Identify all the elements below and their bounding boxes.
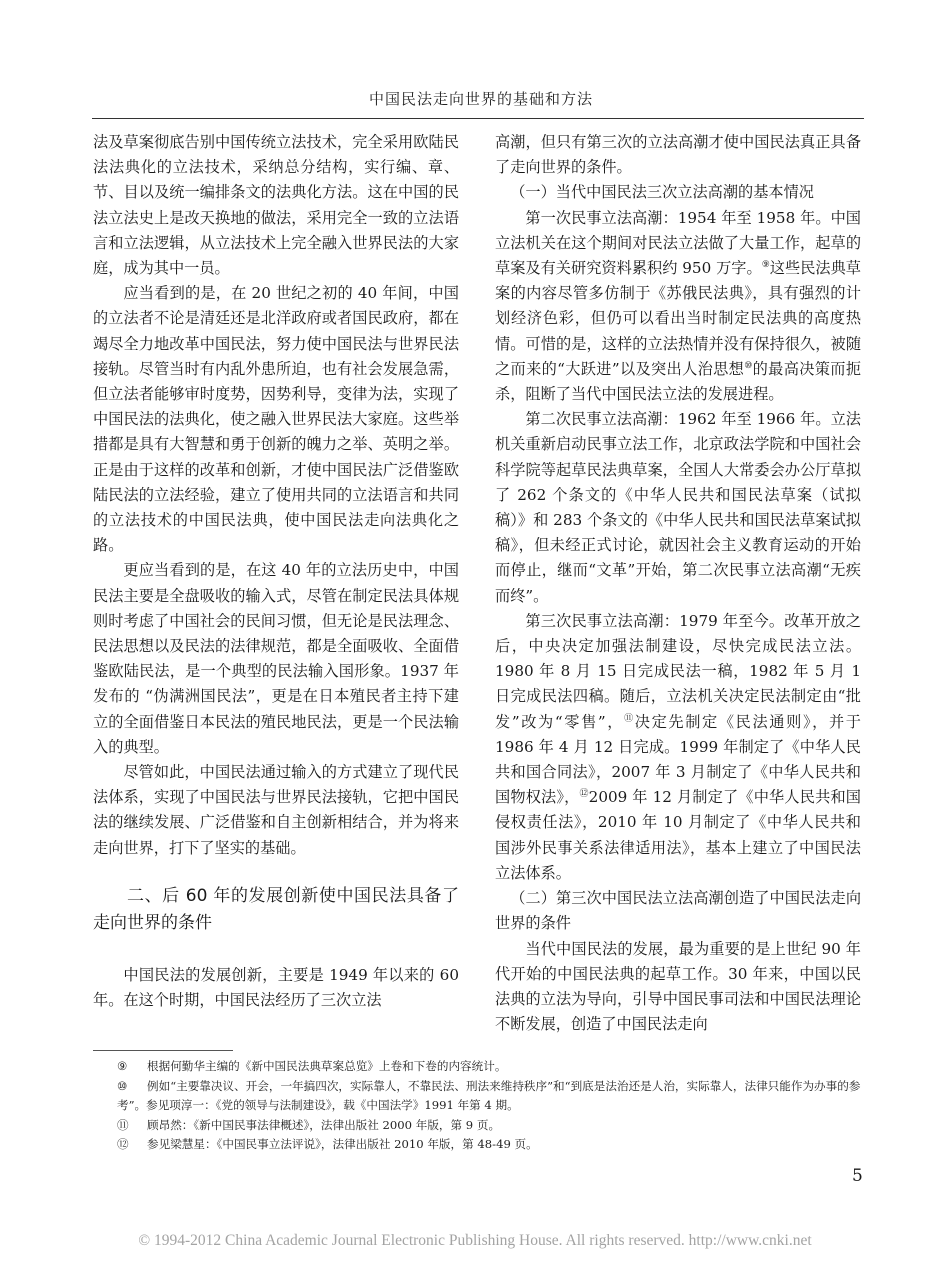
footnote-text: 参见梁慧星：《中国民事立法评说》，法律出版社 2010 年版，第 48-49 页。 — [147, 1137, 538, 1151]
text-run: 2009 年 12 月制定了《中华人民共和国侵权责任法》，2010 年 10 月制定了《中华人民共和国涉外民事关系法律适用法》，基本上建立了中国民法立法体系。 — [495, 788, 861, 882]
footnote-text: 例如“主要靠决议、开会，一年搞四次，实际靠人，不靠民法、刑法来维持秩序”和“到底是法治还是人治，实际靠人，法律只能作为办事的参考”。参见项淳一：《党的领导与法制建设》，载《中国法学》1991 年第 4 期。 — [117, 1078, 861, 1112]
footnote-text: 顾昂然：《新中国民事法律概述》，法律出版社 2000 年版，第 9 页。 — [147, 1117, 501, 1132]
footnote-rule — [93, 1050, 233, 1051]
paragraph: 当代中国民法的发展，最为重要的是上世纪 90 年代开始的中国民法典的起草工作。30 年来，中国以民法典的立法为导向，引导中国民事司法和中国民法理论不断发展，创造了中国民法走向 — [495, 939, 861, 1034]
footnote-mark: ⑨ — [117, 1059, 128, 1073]
footnotes — [93, 1057, 863, 1155]
text-run: 第一次民事立法高潮：1954 年至 1958 年。中国立法机关在这个期间对民法立法做了大量工作，起草的草案及有关研究资料累积约 950 万字。 — [495, 208, 861, 278]
paragraph: 高潮，但只有第三次的立法高潮才使中国民法真正具备了走向世界的条件。 — [495, 133, 861, 177]
right-column — [495, 130, 861, 1037]
footnote — [93, 1077, 863, 1116]
paragraph: 中国民法的发展创新，主要是 1949 年以来的 60 年。在这个时期，中国民法经历了三次立法 — [93, 965, 459, 1010]
header-rule — [92, 118, 864, 119]
text-run: 这些民法典草案的内容尽管多仿制于《苏俄民法典》，具有强烈的计划经济色彩，但仍可以看出当时制定民法典的高度热情。可惜的是，这样的立法热情并没有保持很久，被随之而来的“大跃进”以及突出人治思想 — [495, 259, 861, 378]
section-heading: 二、后 60 年的发展创新使中国民法具备了走向世界的条件 — [93, 885, 459, 933]
paragraph: 第二次民事立法高潮：1962 年至 1966 年。立法机关重新启动民事立法工作，北京政法学院和中国社会科学院等起草民法典草案，全国人大常委会办公厅草拟了 262 个条文的《中华人民共和国民法草案（试拟稿）》和 283 个条文的《中华人民共和国民法草案试拟稿》，但未经正式讨论，就因社会主义教育运动的开始而停止，继而“文革”开始，第二次民事立法高潮“无疾而终”。 — [495, 410, 861, 605]
footnote-text: 根据何勤华主编的《新中国民法典草案总览》上卷和下卷的内容统计。 — [147, 1059, 507, 1073]
paragraph — [495, 609, 861, 886]
footnote — [93, 1116, 863, 1136]
footnote-ref[interactable]: ⑪ — [624, 713, 635, 724]
footnote — [93, 1057, 863, 1077]
footnote — [93, 1135, 863, 1155]
footnote-ref[interactable]: ⑨ — [761, 259, 770, 270]
footnote-ref[interactable]: ⑫ — [579, 789, 589, 800]
footnote-mark: ⑫ — [117, 1137, 129, 1151]
page-number: 5 — [852, 1166, 863, 1186]
paragraph — [495, 206, 861, 408]
paragraph: 更应当看到的是，在这 40 年的立法历史中，中国民法主要是全盘吸收的输入式，尽管在制定民法具体规则时考虑了中国社会的民间习惯，但无论是民法理念、民法思想以及民法的法律规范，都是全面吸收、全面借鉴欧陆民法，是一个典型的民法输入国形象。1937 年发布的 “伪满洲国民法”，更是在日本殖民者主持下建立的全面借鉴日本民法的殖民地民法，更是一个民法输入的典型。 — [93, 561, 459, 756]
text-run: 决定先制定《民法通则》，并于 1986 年 4 月 12 日完成。1999 年制定了《中华人民共和国合同法》，2007 年 3 月制定了《中华人民共和国物权法》， — [495, 712, 861, 807]
left-column — [93, 130, 459, 1013]
subsection-heading: （一）当代中国民法三次立法高潮的基本情况 — [510, 183, 814, 202]
footnote-mark: ⑪ — [117, 1117, 129, 1132]
paragraph: 法及草案彻底告别中国传统立法技术，完全采用欧陆民法法典化的立法技术，采纳总分结构，实行编、章、节、目以及统一编排条文的法典化方法。这在中国的民法立法史上是改天换地的做法，采用完全一致的立法语言和立法逻辑，从立法技术上完全融入世界民法的大家庭，成为其中一员。 — [93, 133, 459, 278]
copyright-notice: © 1994-2012 China Academic Journal Electronic Publishing House. All rights reserved. http://www.cnki.net — [138, 1232, 812, 1249]
footnote-mark: ⑩ — [117, 1078, 128, 1093]
paragraph: 尽管如此，中国民法通过输入的方式建立了现代民法体系，实现了中国民法与世界民法接轨，它把中国民法的继续发展、广泛借鉴和自主创新相结合，并为将来走向世界，打下了坚实的基础。 — [93, 763, 459, 857]
text-run: 第三次民事立法高潮：1979 年至今。改革开放之后，中央决定加强法制建设，尽快完成民法立法。1980 年 8 月 15 日完成民法一稿，1982 年 5 月 1 日完成民法四稿。随后，立法机关决定民法制定由“批发”改为“零售”， — [495, 611, 861, 731]
footnote-ref[interactable]: ⑩ — [744, 360, 753, 371]
paragraph: 应当看到的是，在 20 世纪之初的 40 年间，中国的立法者不论是清廷还是北洋政府或者国民政府，都在竭尽全力地改革中国民法，努力使中国民法与世界民法接轨。尽管当时有内乱外患所迫，也有社会发展急需，但立法者能够审时度势，因势利导，变律为法，实现了中国民法的法典化，使之融入世界民法大家庭。这些举措都是具有大智慧和勇于创新的魄力之举、英明之举。正是由于这样的改革和创新，才使中国民法广泛借鉴欧陆民法的立法经验，建立了使用共同的立法语言和共同的立法技术的中国民法典，使中国民法走向法典化之路。 — [93, 284, 459, 555]
running-title: 中国民法走向世界的基础和方法 — [368, 90, 593, 108]
subsection-heading: （二）第三次中国民法立法高潮创造了中国民法走向世界的条件 — [495, 889, 861, 933]
text-run: 的最高决策而扼杀，阻断了当代中国民法立法的发展进程。 — [495, 359, 862, 404]
